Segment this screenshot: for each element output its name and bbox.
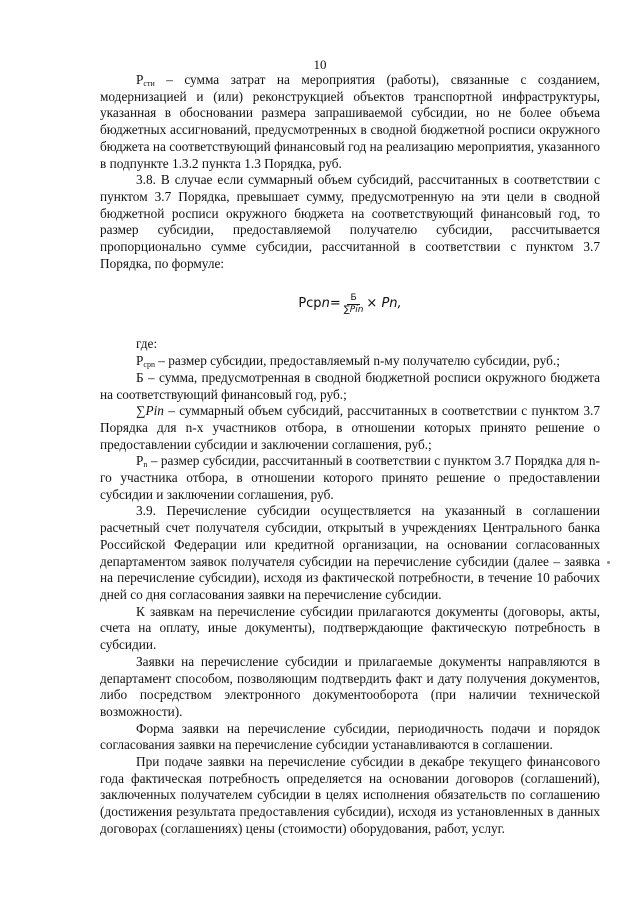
paragraph-3-8: 3.8. В случае если суммарный объем субсидий, рассчитанных в соответствии с пунктом 3.7 Порядка, превышает сумму, предусмотренную на эти цели в сводной бюджетной росписи окружного бюджета на соответствующий финансовый год, то размер субсидии, предоставляемой получателю субсидии, рассчитывается пропорционально сумме субсидии, рассчитанной в соответствии с пунктом 3.7 Порядка, по формуле: <box>100 172 600 271</box>
where-label: где: <box>136 336 158 352</box>
paragraph-rsti-definition: $Р_{сти}$ – сумма затрат на мероприятия (работы), связанные с созданием, модернизацией и (или) реконструкцией объектов транспортной инфраструктуры, указанная в обосновании размера запрашиваемой субсидии, но не более объема бюджетных ассигнований, предусмотренных в сводной бюджетной росписи окружного бюджета на соответствующий финансовый год на реализацию мероприятия, указанного в подпункте 1.3.2 пункта 1.3 Порядка, руб. <box>100 72 600 171</box>
scan-speck <box>607 561 610 564</box>
definition-b: Б – сумма, предусмотренная в сводной бюджетной росписи окружного бюджета на соответствующий финансовый год, руб.; <box>100 369 600 402</box>
formula: Рср n = $\frac{Б}{\text{∑Pin}}$ × Pn, <box>298 292 402 315</box>
definition-rsrn: $Р_{срn}$ – размер субсидии, предоставляемый n-му получателю субсидии, руб.; <box>136 353 560 370</box>
paragraph-form: Форма заявки на перечисление субсидии, периодичность подачи и порядок согласования заявки на перечисление субсидии устанавливаются в соглашении. <box>100 720 600 753</box>
paragraph-attachments: К заявкам на перечисление субсидии прилагаются документы (договоры, акты, счета на оплату, иные документы), подтверждающие фактическую потребность в субсидии. <box>100 603 600 653</box>
definition-sum-pin: ∑Pin – суммарный объем субсидий, рассчитанных в соответствии с пунктом 3.7 Порядка для n-х участников отбора, в отношении которых принято решение о предоставлении субсидии и заключении соглашения, руб.; <box>100 403 600 452</box>
paragraph-submission: Заявки на перечисление субсидии и прилагаемые документы направляются в департамент способом, позволяющим подтвердить факт и дату получения документов, либо посредством электронного документооборота (при наличии технической возможности). <box>100 653 600 719</box>
document-body <box>100 72 600 838</box>
paragraph-3-9: 3.9. Перечисление субсидии осуществляется на указанный в соглашении расчетный счет получателя субсидии, открытый в учреждениях Центрального банка Российской Федерации или кредитной организации, на основании согласованных департаментом заявок получателя субсидии на перечисление субсидии (далее – заявка на перечисление субсидии), исходя из фактической потребности, в течение 10 рабочих дней со дня согласования заявки на перечисление субсидии. <box>100 503 600 602</box>
definition-pn: $Р_n$ – размер субсидии, рассчитанный в соответствии с пунктом 3.7 Порядка для n-го участника отбора, в отношении которого принято решение о предоставлении субсидии и заключении соглашения, руб. <box>100 453 600 502</box>
formula-numerator: Б <box>347 293 359 305</box>
paragraph-december: При подаче заявки на перечисление субсидии в декабре текущего финансового года фактическая потребность определяется на основании договоров (соглашений), заключенных получателем субсидии в целях исполнения обязательств по соглашению (достижения результата предоставления субсидии), исходя из установленных в данных договорах (соглашениях) цены (стоимости) оборудования, работ, услуг. <box>100 754 600 836</box>
formula-denominator: ∑Pin <box>343 304 364 315</box>
formula-fraction <box>344 293 364 316</box>
page-number: 10 <box>313 57 327 72</box>
